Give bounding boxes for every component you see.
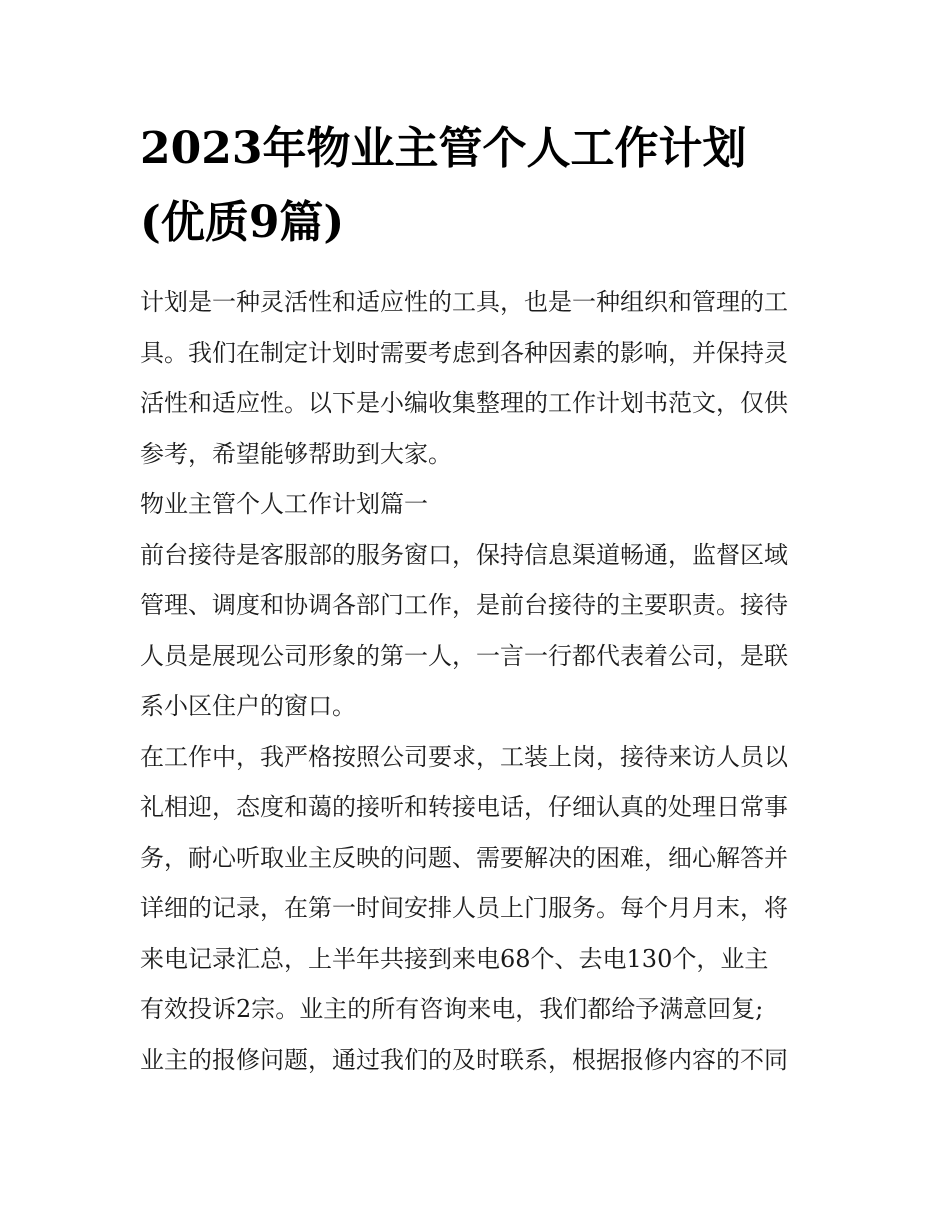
text-line: 详细的记录，在第一时间安排人员上门服务。每个月月末，将 <box>140 894 788 922</box>
text-line: 活性和适应性。以下是小编收集整理的工作计划书范文，仅供 <box>140 389 788 417</box>
text-line: 人员是展现公司形象的第一人，一言一行都代表着公司，是联 <box>140 641 788 670</box>
text-line: 在工作中，我严格按照公司要求，工装上岗，接待来访人员以 <box>140 742 788 771</box>
text-line: 管理、调度和协调各部门工作，是前台接待的主要职责。接待 <box>140 591 788 619</box>
text-line: 业主的报修问题，通过我们的及时联系，根据报修内容的不同 <box>140 1045 788 1074</box>
text-line: 计划是一种灵活性和适应性的工具，也是一种组织和管理的工 <box>140 288 788 316</box>
text-line: 系小区住户的窗口。 <box>140 692 356 720</box>
text-line: 前台接待是客服部的服务窗口，保持信息渠道畅通，监督区域 <box>140 540 788 569</box>
body-paragraph-2 <box>140 732 820 1086</box>
text-line: 参考，希望能够帮助到大家。 <box>140 439 452 468</box>
text-line: 务，耐心听取业主反映的问题、需要解决的困难，细心解答并 <box>140 843 788 872</box>
section-heading <box>140 479 820 530</box>
text-line: 来电记录汇总，上半年共接到来电68个、去电130个，业主 <box>140 944 769 973</box>
intro-paragraph <box>140 277 820 479</box>
body-paragraph-1 <box>140 530 820 732</box>
text-line: 具。我们在制定计划时需要考虑到各种因素的影响，并保持灵 <box>140 338 788 367</box>
title-line: 2023年物业主管个人工作计划 <box>140 123 747 174</box>
text-line: 有效投诉2宗。业主的所有咨询来电，我们都给予满意回复; <box>140 995 764 1023</box>
text-line: 礼相迎，态度和蔼的接听和转接电话，仔细认真的处理日常事 <box>140 793 788 821</box>
section-heading-text: 物业主管个人工作计划篇一 <box>140 490 428 518</box>
document-body <box>140 277 820 1085</box>
document-title <box>140 112 820 260</box>
title-line: (优质9篇) <box>140 197 345 248</box>
